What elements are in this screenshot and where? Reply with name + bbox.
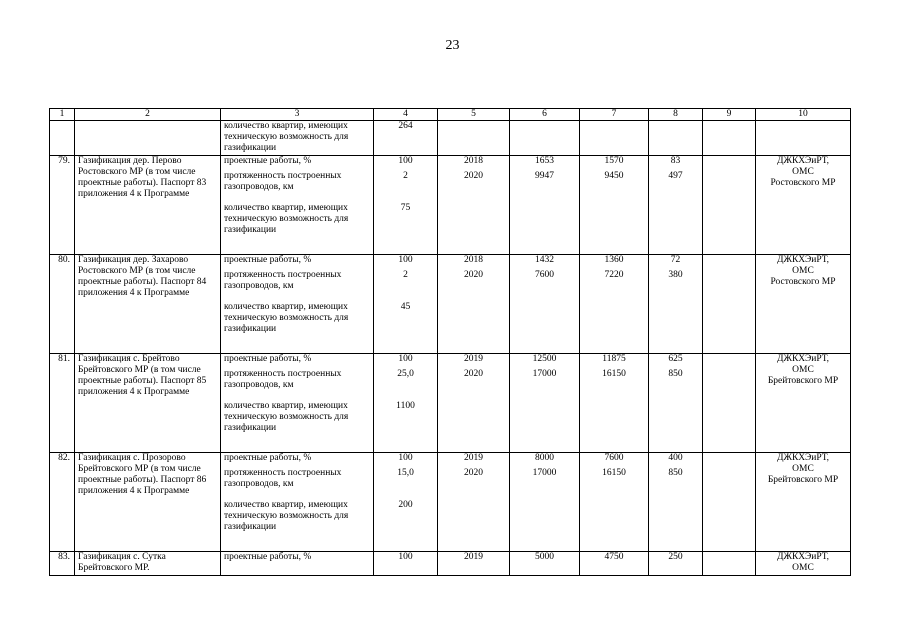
year-start: 2018: [464, 156, 483, 166]
funding-total: [510, 354, 580, 453]
funding-total-a: 1653: [535, 156, 554, 166]
year-start: 2019: [438, 552, 510, 576]
funding-regional-b: 9450: [604, 171, 624, 181]
indicator-pipeline: протяженность построенных газопроводов, км: [224, 369, 342, 390]
funding-local-a: 250: [649, 552, 703, 576]
indicator-apartments: количество квартир, имеющих техническую возможность для газификации: [224, 401, 349, 433]
funding-regional-a: 1360: [604, 255, 624, 265]
row-number: 80.: [50, 255, 75, 354]
year-start: 2019: [464, 453, 483, 463]
header-cell: 4: [374, 109, 438, 121]
table-row: [50, 552, 851, 576]
column-9-cell: [703, 552, 756, 576]
indicator-design: проектные работы, %: [224, 156, 312, 166]
executor-line: ОМС: [792, 266, 814, 276]
funding-local: [649, 255, 703, 354]
indicator-value: 264: [374, 121, 438, 156]
carry-over-row: [50, 121, 851, 156]
executor-line: ДЖКХЭиРТ,: [776, 354, 830, 364]
year-start: 2018: [464, 255, 483, 265]
page-number: 23: [445, 38, 460, 53]
funding-total-b: 17000: [532, 369, 557, 379]
funding-total: [510, 156, 580, 255]
indicator-apartments: количество квартир, имеющих техническую возможность для газификации: [224, 302, 349, 334]
header-cell: 5: [438, 109, 510, 121]
project-name: Газификация с. Брейтово Брейтовского МР (в том числе проектные работы). Паспорт 85 приложения 4 к Программе: [75, 354, 221, 453]
funding-total-b: 17000: [532, 468, 557, 478]
funding-local-a: 400: [668, 453, 683, 463]
funding-local-b: 850: [668, 369, 683, 379]
year-end: 2020: [464, 468, 483, 478]
indicators-cell: [221, 354, 374, 453]
value-apartments: 75: [400, 203, 411, 213]
indicators-cell: [221, 552, 374, 576]
funding-regional: [580, 156, 649, 255]
funding-regional: [580, 255, 649, 354]
funding-local-b: 850: [668, 468, 683, 478]
executor-line: ОМС: [792, 563, 814, 573]
project-name: Газификация дер. Перово Ростовского МР (в том числе проектные работы). Паспорт 83 приложения 4 к Программе: [75, 156, 221, 255]
table-row: [50, 156, 851, 255]
funding-total-a: 8000: [535, 453, 554, 463]
value-design: 100: [398, 354, 413, 364]
funding-total: [510, 453, 580, 552]
column-9-cell: [703, 354, 756, 453]
indicator-values: [374, 255, 438, 354]
value-design: 100: [398, 453, 413, 463]
indicator-pipeline: протяженность построенных газопроводов, км: [224, 270, 342, 291]
executor-cell: [756, 156, 851, 255]
indicators-cell: [221, 255, 374, 354]
years-cell: [438, 255, 510, 354]
executor-cell: [756, 552, 851, 576]
indicator-pipeline: протяженность построенных газопроводов, км: [224, 171, 342, 192]
funding-local-a: 72: [670, 255, 681, 265]
executor-line: ДЖКХЭиРТ,: [776, 453, 830, 463]
executor-line: ОМС: [792, 365, 814, 375]
indicator-design: проектные работы, %: [224, 453, 312, 463]
value-design: 100: [398, 255, 413, 265]
value-pipeline: 25,0: [397, 369, 414, 379]
header-cell: 6: [510, 109, 580, 121]
funding-regional-a: 1570: [604, 156, 624, 166]
funding-total-a: 5000: [510, 552, 580, 576]
header-cell: 10: [756, 109, 851, 121]
value-design: 100: [398, 156, 413, 166]
header-cell: 1: [50, 109, 75, 121]
column-9-cell: [703, 255, 756, 354]
indicator-apartments: количество квартир, имеющих техническую возможность для газификации: [224, 500, 349, 532]
executor-line: Брейтовского МР: [767, 376, 839, 386]
funding-regional-b: 16150: [602, 369, 626, 379]
indicator-design: проектные работы, %: [224, 354, 312, 364]
indicator-pipeline: протяженность построенных газопроводов, км: [224, 468, 342, 489]
years-cell: [438, 354, 510, 453]
executor-line: ДЖКХЭиРТ,: [776, 552, 830, 562]
executor-line: Ростовского МР: [770, 277, 836, 287]
value-apartments: 1100: [396, 401, 415, 411]
header-cell: 8: [649, 109, 703, 121]
header-cell: 3: [221, 109, 374, 121]
funding-regional-a: 4750: [580, 552, 649, 576]
funding-regional-b: 7220: [604, 270, 624, 280]
indicator-cell: количество квартир, имеющих техническую возможность для газификации: [221, 121, 374, 156]
executor-line: ОМС: [792, 167, 814, 177]
row-number: 83.: [50, 552, 75, 576]
program-table: [49, 108, 851, 576]
project-name: Газификация дер. Захарово Ростовского МР (в том числе проектные работы). Паспорт 84 приложения 4 к Программе: [75, 255, 221, 354]
project-name: Газификация с. Прозорово Брейтовского МР (в том числе проектные работы). Паспорт 86 приложения 4 к Программе: [75, 453, 221, 552]
year-start: 2019: [464, 354, 483, 364]
funding-regional-a: 11875: [602, 354, 626, 364]
executor-line: ОМС: [792, 464, 814, 474]
year-end: 2020: [464, 171, 483, 181]
funding-regional: [580, 453, 649, 552]
value-apartments: 200: [398, 500, 413, 510]
funding-local-a: 83: [670, 156, 681, 166]
year-end: 2020: [464, 369, 483, 379]
funding-local-b: 497: [668, 171, 683, 181]
table-row: [50, 354, 851, 453]
year-end: 2020: [464, 270, 483, 280]
row-number: 82.: [50, 453, 75, 552]
row-number: 79.: [50, 156, 75, 255]
table-row: [50, 453, 851, 552]
years-cell: [438, 156, 510, 255]
indicators-cell: [221, 156, 374, 255]
column-9-cell: [703, 156, 756, 255]
funding-regional: [580, 354, 649, 453]
indicator-values: [374, 156, 438, 255]
years-cell: [438, 453, 510, 552]
indicators-cell: [221, 453, 374, 552]
project-name: Газификация с. Сутка Брейтовского МР.: [75, 552, 221, 576]
funding-total-b: 9947: [535, 171, 554, 181]
value-design: 100: [374, 552, 438, 576]
row-number: 81.: [50, 354, 75, 453]
column-9-cell: [703, 453, 756, 552]
funding-local: [649, 354, 703, 453]
value-pipeline: 15,0: [397, 468, 414, 478]
funding-local-b: 380: [668, 270, 683, 280]
funding-local: [649, 156, 703, 255]
funding-total: [510, 255, 580, 354]
value-pipeline: 2: [403, 270, 408, 280]
funding-regional-a: 7600: [604, 453, 624, 463]
executor-cell: [756, 354, 851, 453]
executor-line: Ростовского МР: [770, 178, 836, 188]
table-row: [50, 255, 851, 354]
funding-local-a: 625: [668, 354, 683, 364]
indicator-apartments: количество квартир, имеющих техническую возможность для газификации: [224, 203, 349, 235]
header-row: [50, 109, 851, 121]
header-cell: 9: [703, 109, 756, 121]
executor-line: Брейтовского МР: [767, 475, 839, 485]
indicator-values: [374, 453, 438, 552]
funding-local: [649, 453, 703, 552]
value-apartments: 45: [400, 302, 411, 312]
funding-total-b: 7600: [535, 270, 554, 280]
funding-total-a: 12500: [532, 354, 557, 364]
header-cell: 2: [75, 109, 221, 121]
executor-line: ДЖКХЭиРТ,: [776, 156, 830, 166]
indicator-design: проектные работы, %: [224, 255, 312, 265]
value-pipeline: 2: [403, 171, 408, 181]
funding-total-a: 1432: [535, 255, 554, 265]
funding-regional-b: 16150: [602, 468, 626, 478]
executor-line: ДЖКХЭиРТ,: [776, 255, 830, 265]
indicator-design: проектные работы, %: [224, 552, 312, 562]
executor-cell: [756, 453, 851, 552]
indicator-values: [374, 354, 438, 453]
header-cell: 7: [580, 109, 649, 121]
executor-cell: [756, 255, 851, 354]
